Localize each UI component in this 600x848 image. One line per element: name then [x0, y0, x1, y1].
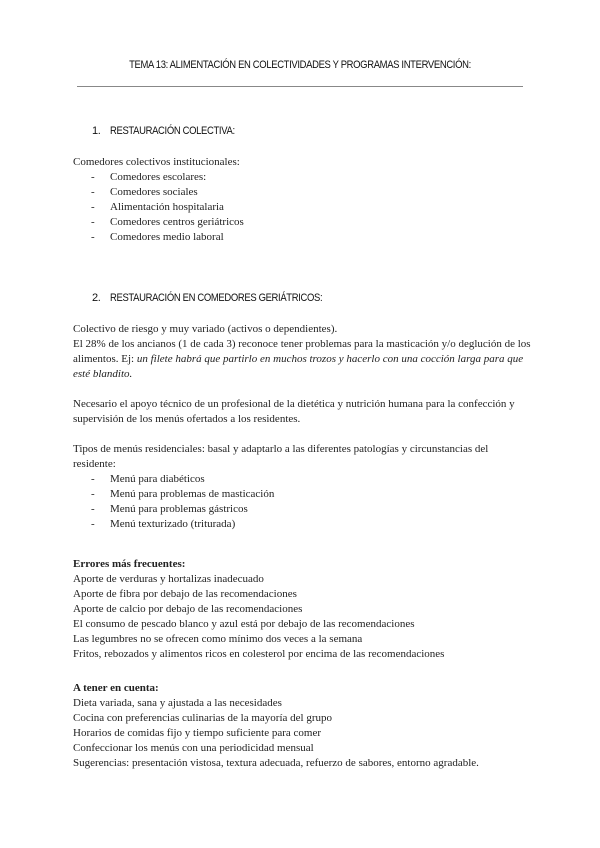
section-1-body — [73, 155, 533, 245]
intro-text: Comedores colectivos institucionales: — [73, 156, 240, 168]
section-title: RESTAURACIÓN COLECTIVA: — [110, 125, 235, 137]
list-item: - Menú para problemas gástricos — [91, 503, 248, 515]
error-item: Fritos, rebozados y alimentos ricos en colesterol por encima de las recomendaciones — [73, 648, 445, 660]
error-item: El consumo de pescado blanco y azul está por debajo de las recomendaciones — [73, 618, 415, 630]
error-item: Aporte de verduras y hortalizas inadecuado — [73, 573, 264, 585]
list-item: - Comedores centros geriátricos — [91, 216, 244, 228]
note-item: Sugerencias: presentación vistosa, textura adecuada, refuerzo de sabores, entorno agradable. — [73, 757, 479, 769]
section-number: 1. — [92, 125, 101, 137]
errors-block — [73, 557, 533, 662]
list-item: - Menú para problemas de masticación — [91, 488, 275, 500]
list-item: - Comedores medio laboral — [91, 231, 224, 243]
page-title: TEMA 13: ALIMENTACIÓN EN COLECTIVIDADES Y PROGRAMAS INTERVENCIÓN: — [129, 59, 471, 71]
title-divider — [77, 86, 523, 87]
section-title: RESTAURACIÓN EN COMEDORES GERIÁTRICOS: — [110, 292, 323, 304]
section-number: 2. — [92, 292, 101, 304]
list-item: - Comedores sociales — [91, 186, 198, 198]
paragraph: Necesario el apoyo técnico de un profesional de la dietética y nutrición humana para la confección y supervisión de los menús ofertados a los residentes. — [73, 398, 515, 425]
list-item: - Menú para diabéticos — [91, 473, 205, 485]
error-item: Aporte de calcio por debajo de las recomendaciones — [73, 603, 303, 615]
comedores-list — [73, 170, 533, 245]
error-item: Aporte de fibra por debajo de las recomendaciones — [73, 588, 297, 600]
note-item: Cocina con preferencias culinarias de la mayoría del grupo — [73, 712, 332, 724]
menus-list — [73, 472, 533, 532]
errors-heading: Errores más frecuentes: — [73, 558, 186, 570]
notes-heading: A tener en cuenta: — [73, 682, 159, 694]
paragraph: Tipos de menús residenciales: basal y adaptarlo a las diferentes patologías y circunstancias del residente: — [73, 443, 489, 470]
notes-block — [73, 681, 533, 771]
note-item: Confeccionar los menús con una periodicidad mensual — [73, 742, 314, 754]
example-text: un filete habrá que partirlo en muchos trozos y hacerlo con una cocción larga para que esté blandito. — [73, 353, 524, 380]
list-item: - Comedores escolares: — [91, 171, 207, 183]
paragraph: El 28% de los ancianos (1 de cada 3) reconoce tener problemas para la masticación y/o deglución de los alimentos. Ej: un filete habrá que partirlo en muchos trozos y hacerlo con una cocción larga para que esté blandito. — [73, 338, 531, 380]
error-item: Las legumbres no se ofrecen como mínimo dos veces a la semana — [73, 633, 363, 645]
list-item: - Alimentación hospitalaria — [91, 201, 224, 213]
note-item: Dieta variada, sana y ajustada a las necesidades — [73, 697, 282, 709]
list-item: - Menú texturizado (triturada) — [91, 518, 236, 530]
paragraph: Colectivo de riesgo y muy variado (activos o dependientes). — [73, 323, 338, 335]
section-2-body — [73, 322, 533, 532]
note-item: Horarios de comidas fijo y tiempo suficiente para comer — [73, 727, 322, 739]
